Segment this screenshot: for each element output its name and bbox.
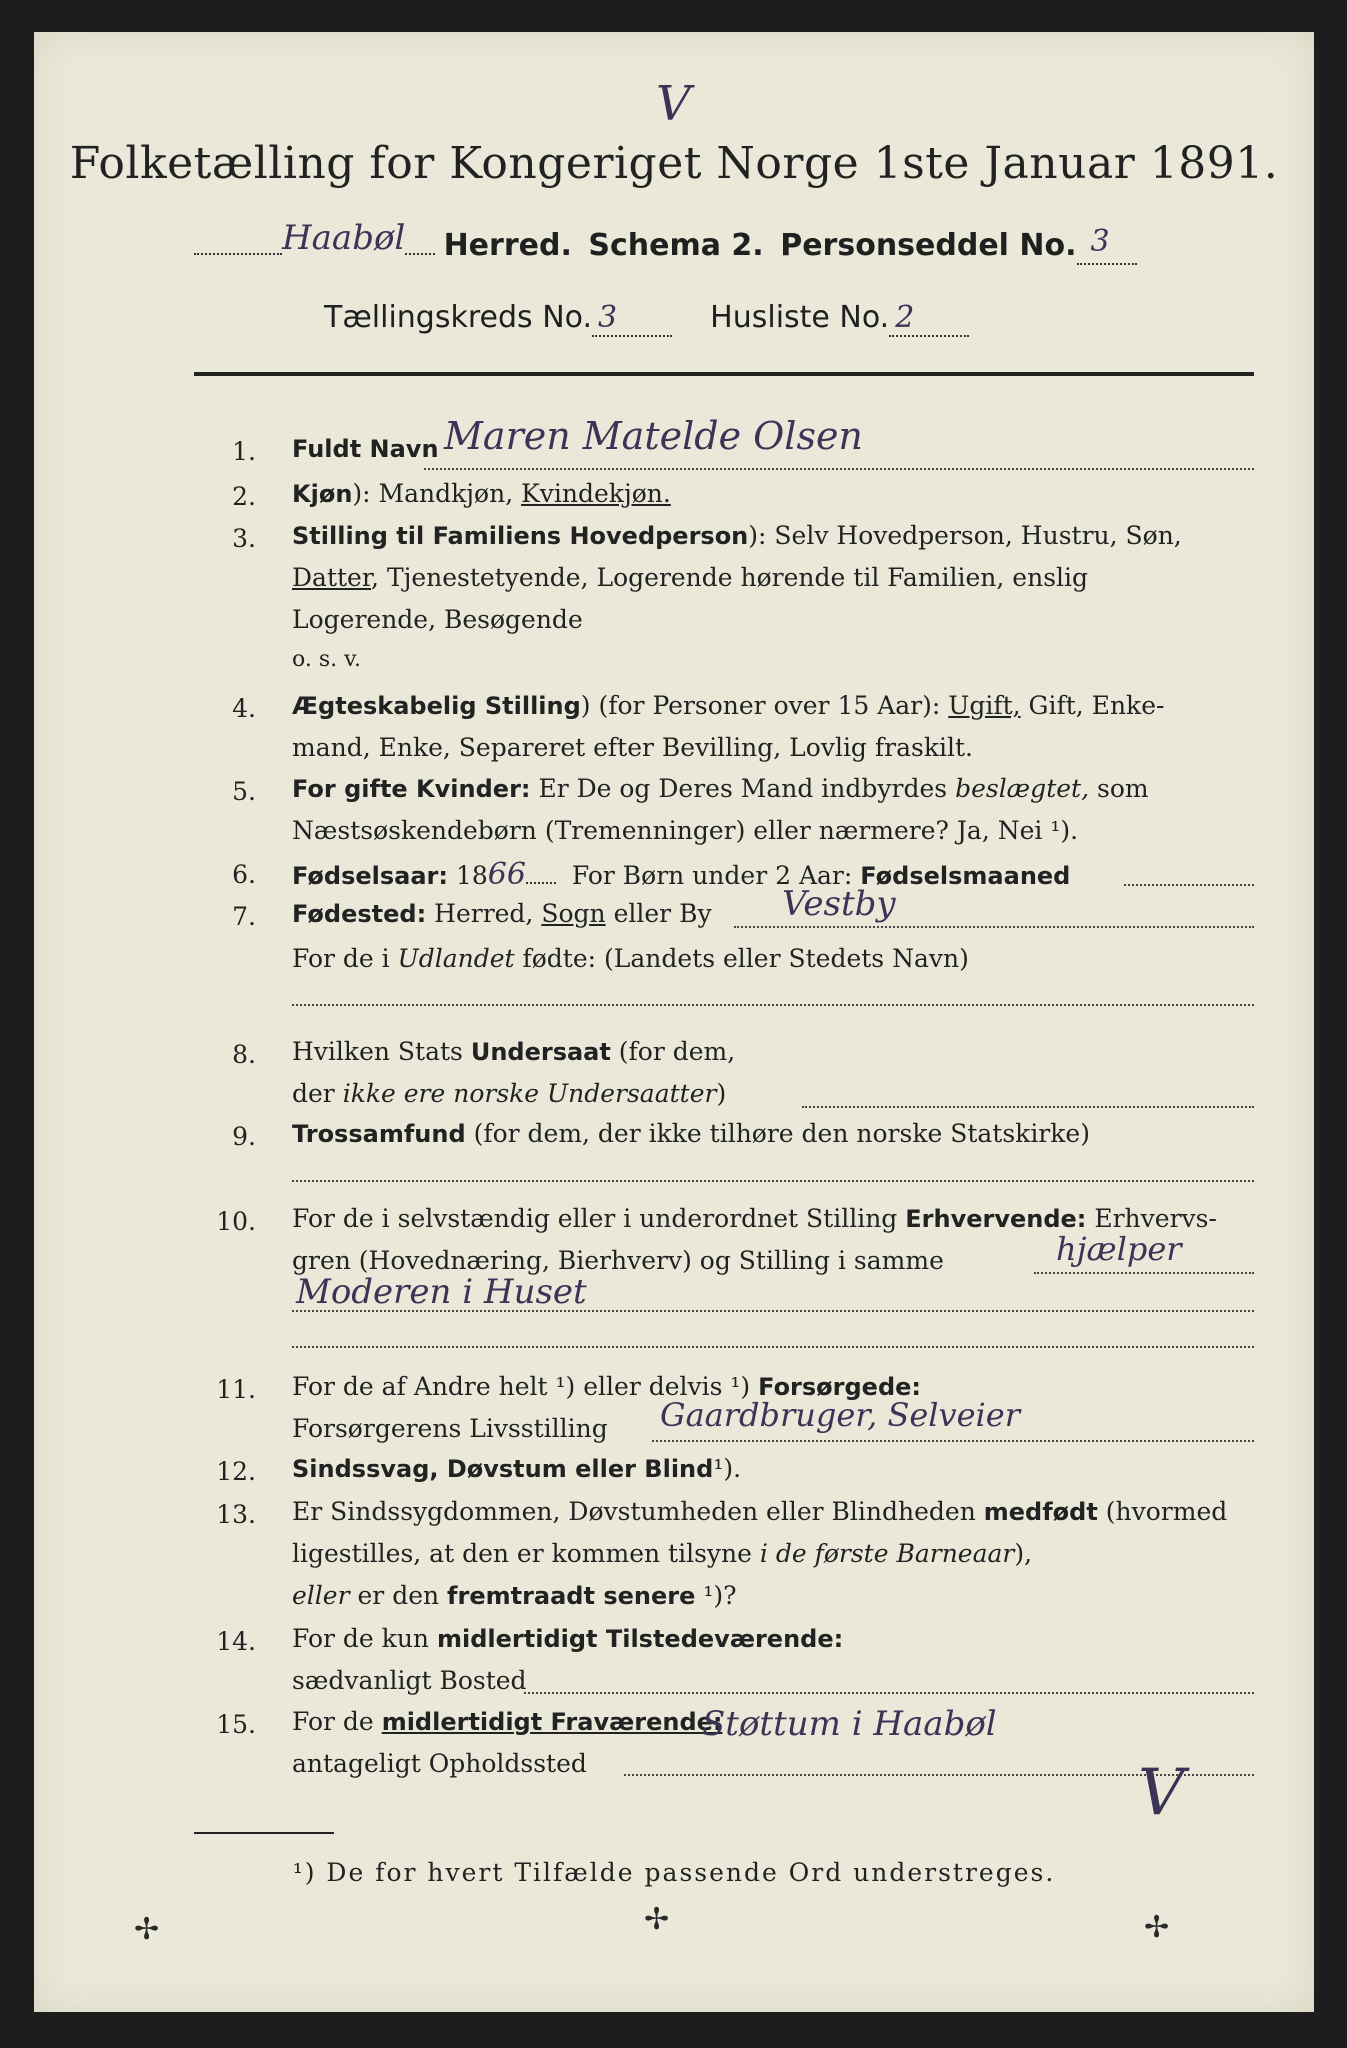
item-14-line-a: [292, 1624, 843, 1653]
item-15-label: midlertidigt Fraværende:: [381, 1708, 723, 1736]
item-3-line-c: Logerende, Besøgende: [292, 605, 583, 634]
item-5-line-b: Næstsøskendebørn (Tremenninger) eller nærmere? Ja, Nei ¹).: [292, 816, 1079, 845]
census-form-page: [34, 32, 1314, 2012]
item-13-text-e: er den: [357, 1581, 440, 1610]
item-7-line-a: [292, 899, 712, 928]
item-2-underlined: Kvindekjøn.: [521, 479, 671, 508]
top-check-mark: V: [656, 76, 691, 132]
personseddel-label: Personseddel No.: [780, 228, 1077, 263]
kreds-value: 3: [598, 300, 618, 335]
item-7-underlined: Sogn: [541, 899, 606, 928]
item-10-number: 10.: [216, 1207, 256, 1236]
item-10-line-a: [292, 1204, 1217, 1233]
item-3-line-d: o. s. v.: [292, 647, 361, 672]
item-13-text-c: ligestilles, at den er kommen tilsyne: [292, 1539, 752, 1568]
item-9-text-a: (for dem, der ikke tilhøre den norske Statskirke): [473, 1119, 1090, 1148]
item-10-line-b: gren (Hovednæring, Bierhverv) og Stilling i samme: [292, 1246, 944, 1275]
item-5-line-a: [292, 774, 1149, 803]
item-4-line-a: [292, 691, 1164, 720]
item-14-text-a: For de kun: [292, 1624, 430, 1653]
item-13-text-f: ¹)?: [703, 1581, 737, 1610]
item-11-fill: [652, 1440, 1254, 1442]
item-7-text-a: Herred,: [434, 899, 534, 928]
item-7-text-b: eller By: [613, 899, 712, 928]
item-9-line: [292, 1119, 1090, 1148]
item-13-text-a: Er Sindssygdommen, Døvstumheden eller Blindheden: [292, 1497, 976, 1526]
item-6-label-b: Fødselsmaaned: [860, 862, 1071, 890]
item-9-number: 9.: [232, 1122, 256, 1151]
item-3-text-b: , Tjenestetyende, Logerende hørende til Familien, enslig: [371, 563, 1089, 592]
crosshair-left-icon: ✢: [134, 1912, 160, 1947]
item-7-line-b: [292, 944, 969, 973]
item-12-line: [292, 1454, 741, 1483]
item-13-line-c: [292, 1581, 737, 1610]
item-8-text-b: (for dem,: [618, 1037, 736, 1066]
herred-line: [194, 218, 1137, 265]
item-9-label: Trossamfund: [292, 1120, 466, 1148]
item-13-number: 13.: [216, 1500, 256, 1529]
item-7-italic: Udlandet: [397, 944, 515, 973]
item-5-number: 5.: [232, 777, 256, 806]
item-6-answer: 66: [487, 857, 526, 892]
item-2-line: [292, 479, 671, 508]
footnote-rule: [194, 1832, 334, 1834]
item-3-text-a: ): Selv Hovedperson, Hustru, Søn,: [748, 521, 1182, 550]
item-14-fill: [524, 1692, 1254, 1694]
item-10-answer: hjælper: [1056, 1230, 1182, 1268]
item-11-answer: Gaardbruger, Selveier: [660, 1396, 1021, 1434]
item-4-line-b: mand, Enke, Separeret efter Bevilling, Lovlig fraskilt.: [292, 733, 973, 762]
husliste-value: 2: [895, 300, 915, 335]
herred-value: Haabøl: [282, 218, 406, 258]
header-rule: [194, 372, 1254, 376]
bottom-check-mark: V: [1138, 1756, 1185, 1830]
item-6-line: [292, 857, 1070, 892]
item-15-text-a: For de: [292, 1707, 374, 1736]
item-6-text-b: For Børn under 2 Aar:: [571, 861, 853, 890]
item-10-text-b: Erhvervs-: [1094, 1204, 1217, 1233]
item-13-text-d: ),: [1014, 1539, 1033, 1568]
husliste-label: Husliste No.: [710, 300, 890, 335]
schema-label: Schema 2.: [588, 228, 764, 263]
item-15-line-b: antageligt Opholdssted: [292, 1749, 587, 1778]
kreds-label: Tællingskreds No.: [324, 300, 592, 335]
item-7-text-d: fødte: (Landets eller Stedets Navn): [522, 944, 969, 973]
item-2-label: Kjøn: [292, 480, 353, 508]
item-10-label: Erhvervende:: [905, 1205, 1087, 1233]
item-15-number: 15.: [216, 1710, 256, 1739]
item-13-italic-b: eller: [292, 1581, 350, 1610]
kreds-line: [324, 300, 969, 337]
item-4-label: Ægteskabelig Stilling: [292, 692, 581, 720]
item-7-fill: [734, 926, 1254, 928]
item-10-fill-b: [292, 1310, 1254, 1312]
herred-label: Herred.: [443, 228, 572, 263]
item-2-text: ): Mandkjøn,: [352, 479, 514, 508]
item-15-line-a: [292, 1707, 723, 1736]
item-7-fill-b: [292, 1004, 1254, 1006]
item-4-text-a: ) (for Personer over 15 Aar):: [580, 691, 941, 720]
item-12-label: Sindssvag, Døvstum eller Blind: [292, 1455, 714, 1483]
item-5-italic: beslægtet,: [955, 774, 1090, 803]
item-6-label: Fødselsaar:: [292, 862, 448, 890]
item-5-text-b: som: [1096, 774, 1149, 803]
item-11-line-b: Forsørgerens Livsstilling: [292, 1414, 608, 1443]
item-1-fill: [424, 468, 1254, 470]
item-10-text-a: For de i selvstændig eller i underordnet Stilling: [292, 1204, 898, 1233]
item-3-label: Stilling til Familiens Hovedperson: [292, 522, 749, 550]
item-7-text-c: For de i: [292, 944, 390, 973]
form-title: Folketælling for Kongeriget Norge 1ste Januar 1891.: [69, 138, 1279, 189]
footnote: ¹) De for hvert Tilfælde passende Ord understreges.: [292, 1858, 1056, 1887]
item-15-answer: Støttum i Haabøl: [702, 1704, 997, 1744]
item-1-number: 1.: [232, 437, 256, 466]
item-7-answer: Vestby: [782, 884, 896, 924]
item-8-italic: ikke ere norske Undersaatter: [342, 1079, 717, 1108]
item-10-fill-a: [1034, 1272, 1254, 1274]
item-3-line-b: [292, 563, 1088, 592]
item-3-underlined: Datter: [292, 563, 372, 592]
item-6-text-a: 18: [455, 861, 488, 890]
item-12-text-a: ¹).: [713, 1454, 742, 1483]
item-8-text-a: Hvilken Stats: [292, 1037, 463, 1066]
item-12-number: 12.: [216, 1457, 256, 1486]
item-7-label: Fødested:: [292, 900, 427, 928]
item-8-line-a: [292, 1037, 735, 1066]
item-13-label: medfødt: [983, 1498, 1098, 1526]
item-6-number: 6.: [232, 860, 256, 889]
item-13-italic: i de første Barneaar: [759, 1539, 1015, 1568]
item-8-fill: [802, 1106, 1254, 1108]
item-13-line-a: [292, 1497, 1227, 1526]
item-14-number: 14.: [216, 1627, 256, 1656]
item-13-line-b: [292, 1539, 1032, 1568]
item-8-line-b: [292, 1079, 726, 1108]
item-1-line: [292, 434, 439, 463]
item-1-answer: Maren Matelde Olsen: [444, 414, 863, 458]
item-10-answer-b: Moderen i Huset: [296, 1272, 587, 1312]
item-13-label-b: fremtraadt senere: [447, 1582, 696, 1610]
item-5-label: For gifte Kvinder:: [292, 775, 531, 803]
item-1-label: Fuldt Navn: [292, 435, 439, 463]
item-3-line-a: [292, 521, 1182, 550]
item-13-text-b: (hvormed: [1105, 1497, 1228, 1526]
item-8-text-d: ): [716, 1079, 727, 1108]
crosshair-center-icon: ✢: [644, 1902, 670, 1937]
item-11-label: Forsørgede:: [758, 1373, 922, 1401]
item-4-number: 4.: [232, 694, 256, 723]
item-9-fill: [292, 1180, 1254, 1182]
item-5-text-a: Er De og Deres Mand indbyrdes: [538, 774, 948, 803]
item-8-label: Undersaat: [470, 1038, 611, 1066]
item-14-label: midlertidigt Tilstedeværende:: [436, 1625, 844, 1653]
item-7-number: 7.: [232, 902, 256, 931]
item-4-underlined: Ugift,: [948, 691, 1021, 720]
item-2-number: 2.: [232, 482, 256, 511]
item-8-text-c: der: [292, 1079, 335, 1108]
crosshair-right-icon: ✢: [1144, 1910, 1170, 1945]
item-11-number: 11.: [216, 1375, 256, 1404]
item-11-text-a: For de af Andre helt ¹) eller delvis ¹): [292, 1372, 751, 1401]
item-6-fill: [1124, 884, 1254, 886]
item-10-fill-c: [292, 1346, 1254, 1348]
item-4-text-b: Gift, Enke-: [1028, 691, 1165, 720]
personseddel-value: 3: [1090, 224, 1110, 259]
item-8-number: 8.: [232, 1040, 256, 1069]
item-14-line-b: sædvanligt Bosted: [292, 1666, 527, 1695]
item-3-number: 3.: [232, 524, 256, 553]
